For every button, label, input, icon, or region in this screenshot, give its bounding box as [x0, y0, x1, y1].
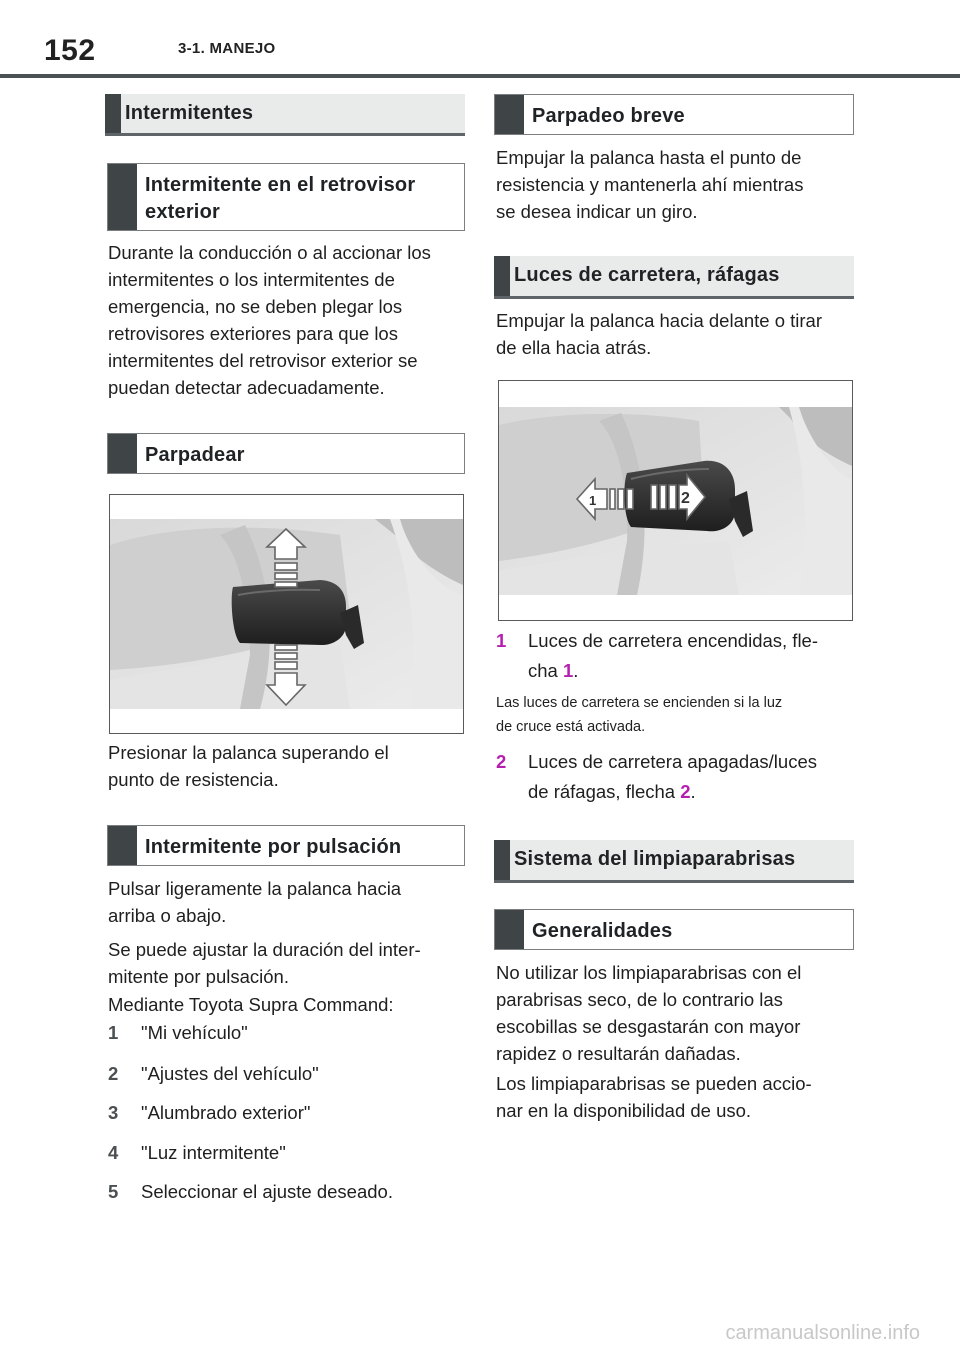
text-line: intermitentes del retrovisor exterior se — [108, 350, 418, 371]
text-line: No utilizar los limpiaparabrisas con el — [496, 962, 802, 983]
text-line: Empujar la palanca hasta el punto de — [496, 147, 802, 168]
step-text: "Luz intermitente" — [141, 1142, 286, 1163]
step-number: 1 — [108, 1022, 119, 1043]
lever-illustration — [110, 495, 463, 733]
parpadear-paragraph — [108, 739, 478, 793]
heading-text: Parpadeo breve — [532, 105, 685, 127]
pulsacion-paragraph-2 — [108, 936, 478, 990]
heading-text: Generalidades — [532, 920, 673, 942]
text-line: Las luces de carretera se encienden si la luz — [496, 695, 783, 711]
arrow-label-2: 2 — [681, 490, 690, 507]
text-line: Pulsar ligeramente la palanca hacia — [108, 878, 402, 899]
text-fragment: . — [690, 781, 696, 802]
step-item — [108, 1178, 118, 1205]
text-line: nar en la disponibilidad de uso. — [496, 1100, 752, 1121]
step-number: 5 — [108, 1181, 119, 1202]
heading-bar — [495, 910, 524, 949]
heading-pulsacion — [107, 825, 465, 866]
heading-text: Intermitentes — [125, 102, 254, 124]
heading-text: Intermitente en el retrovisor exterior — [145, 174, 416, 223]
step-number: 2 — [108, 1063, 119, 1084]
legend-text: Luces de carretera apagadas/luces — [528, 751, 817, 772]
legend-item-2 — [496, 748, 506, 775]
text-fragment: cha — [528, 660, 563, 681]
step-text: "Mi vehículo" — [141, 1022, 248, 1043]
text-line: resistencia y mantenerla ahí mientras — [496, 174, 804, 195]
legend-item-1 — [496, 627, 506, 654]
legend-text-line2 — [528, 657, 578, 684]
step-number: 4 — [108, 1142, 119, 1163]
lever-illustration — [499, 381, 852, 620]
legend-text-line2 — [528, 778, 696, 805]
heading-luces-carretera — [494, 256, 854, 299]
text-line: rapidez o resultarán dañadas. — [496, 1043, 741, 1064]
heading-bar — [494, 256, 510, 296]
text-fragment: . — [573, 660, 579, 681]
legend-number: 1 — [496, 630, 507, 651]
retrovisor-paragraph — [108, 239, 478, 401]
generalidades-paragraph-2 — [496, 1070, 866, 1124]
heading-bar — [494, 840, 510, 880]
text-line: de ella hacia atrás. — [496, 337, 652, 358]
step-text: Seleccionar el ajuste deseado. — [141, 1181, 393, 1202]
heading-text: Intermitente por pulsación — [145, 836, 402, 858]
text-line: de cruce está activada. — [496, 719, 646, 735]
heading-retrovisor — [107, 163, 465, 231]
text-line: puedan detectar adecuadamente. — [108, 377, 385, 398]
pulsacion-paragraph-3: Mediante Toyota Supra Command: — [108, 994, 394, 1015]
legend-number: 2 — [496, 751, 507, 772]
heading-limpiaparabrisas — [494, 840, 854, 883]
text-line: punto de resistencia. — [108, 769, 279, 790]
step-item — [108, 1139, 118, 1166]
heading-parpadeo-breve — [494, 94, 854, 135]
parpadeo-paragraph — [496, 144, 866, 225]
text-line: parabrisas seco, de lo contrario las — [496, 989, 783, 1010]
text-fragment: de ráfagas, flecha — [528, 781, 681, 802]
figure-lever-forward-back — [498, 380, 853, 621]
step-text: "Alumbrado exterior" — [141, 1102, 311, 1123]
text-line: Durante la conducción o al accionar los — [108, 242, 431, 263]
step-item — [108, 1019, 118, 1046]
text-line: intermitentes o los intermitentes de — [108, 269, 395, 290]
text-line: Los limpiaparabrisas se pueden accio- — [496, 1073, 812, 1094]
text-line: retrovisores exteriores para que los — [108, 323, 398, 344]
text-line: Presionar la palanca superando el — [108, 742, 389, 763]
heading-text: Parpadear — [145, 444, 245, 466]
step-item — [108, 1060, 118, 1087]
heading-intermitentes — [105, 94, 465, 136]
watermark: carmanualsonline.info — [725, 1322, 920, 1344]
note-paragraph — [496, 691, 866, 739]
text-line: Empujar la palanca hacia delante o tirar — [496, 310, 822, 331]
text-line: arriba o abajo. — [108, 905, 227, 926]
step-item — [108, 1099, 118, 1126]
heading-text: Sistema del limpiaparabrisas — [514, 848, 796, 870]
generalidades-paragraph-1 — [496, 959, 866, 1067]
arrow-label-1: 1 — [589, 493, 597, 508]
header-rule — [0, 74, 960, 78]
heading-bar — [108, 826, 137, 865]
text-line: se desea indicar un giro. — [496, 201, 698, 222]
heading-text: Luces de carretera, ráfagas — [514, 264, 780, 286]
text-line: Se puede ajustar la duración del inter- — [108, 939, 421, 960]
heading-bar — [495, 95, 524, 134]
text-line: emergencia, no se deben plegar los — [108, 296, 403, 317]
heading-bar — [108, 434, 137, 473]
heading-bar — [108, 164, 137, 230]
figure-lever-up-down — [109, 494, 464, 734]
arrow-reference: 1 — [562, 660, 574, 681]
page-number: 152 — [44, 34, 96, 67]
step-number: 3 — [108, 1102, 119, 1123]
heading-generalidades — [494, 909, 854, 950]
chapter-title: 3-1. MANEJO — [178, 40, 276, 57]
text-line: escobillas se desgastarán con mayor — [496, 1016, 801, 1037]
heading-bar — [105, 94, 121, 133]
heading-parpadear — [107, 433, 465, 474]
step-text: "Ajustes del vehículo" — [141, 1063, 319, 1084]
luces-paragraph — [496, 307, 866, 361]
pulsacion-paragraph-1 — [108, 875, 478, 929]
text-line: mitente por pulsación. — [108, 966, 289, 987]
legend-text: Luces de carretera encendidas, fle- — [528, 630, 819, 651]
arrow-reference: 2 — [680, 781, 691, 802]
